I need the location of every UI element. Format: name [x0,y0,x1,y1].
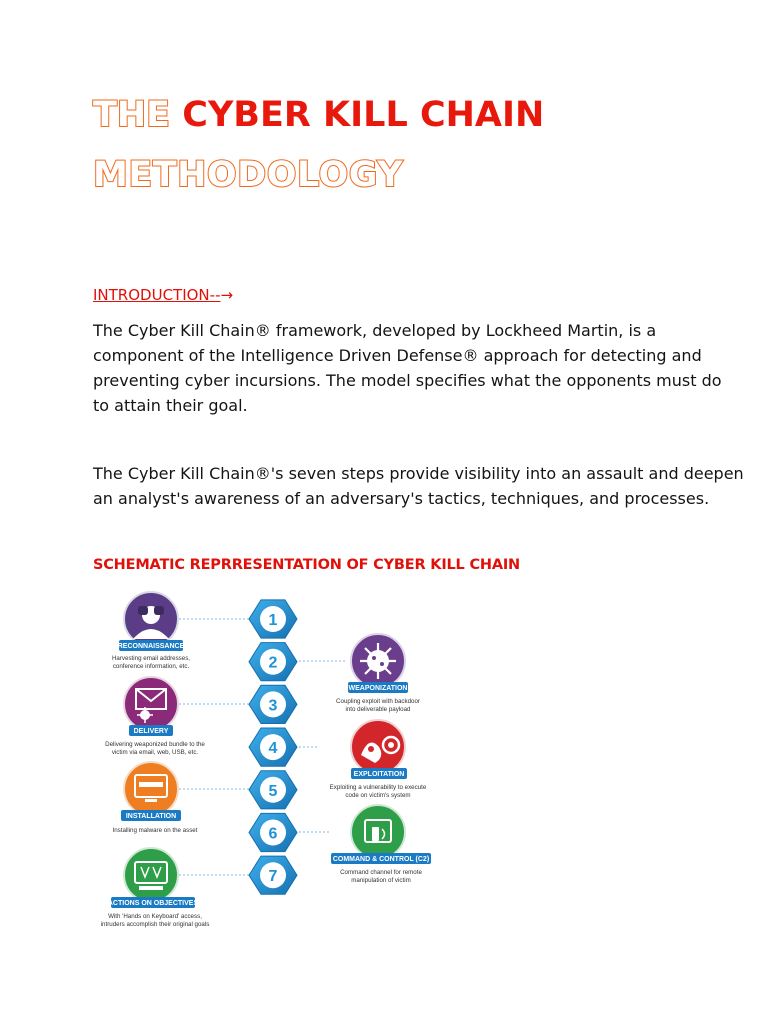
stage-label-delivery: DELIVERY [133,728,169,735]
title-methodology: METHODOLOGY [93,155,404,195]
schematic-heading: SCHEMATIC REPRRESENTATION OF CYBER KILL CHAIN [93,557,520,573]
stage-desc-line: manipulation of victim [351,877,411,884]
stage-desc-line: Delivering weaponized bundle to the [105,741,205,748]
step-number-1: 1 [268,612,278,629]
envelope-virus-icon [124,677,178,731]
introduction-paragraph-1 [93,318,722,418]
title-line-1 [93,95,544,135]
virus-icon [351,634,405,688]
binoculars-person-icon [124,592,178,646]
stage-label-exploitation: EXPLOITATION [353,771,405,778]
stage-label-weaponization: WEAPONIZATION [348,685,408,692]
stage-desc-line: Installing malware on the asset [112,827,198,834]
stage-label-installation: INSTALLATION [125,813,177,820]
paragraph-line: component of the Intelligence Driven Defense® approach for detecting and [93,346,702,365]
step-number-7: 7 [268,868,278,886]
install-screen-icon [124,762,178,816]
arrow-right-icon: → [220,286,234,304]
stage-desc-line: With 'Hands on Keyboard' access, [108,913,202,920]
stage-label-command-control: COMMAND & CONTROL (C2) [332,856,430,863]
paragraph-line: The Cyber Kill Chain® framework, developed by Lockheed Martin, is a [93,321,657,340]
step-number-5: 5 [268,782,278,800]
step-number-6: 6 [268,825,278,843]
title-cyber-kill-chain: CYBER KILL CHAIN [182,95,545,135]
stage-desc-line: code on victim's system [345,792,411,799]
target-bug-icon [351,720,405,774]
stage-label-reconnaissance: RECONNAISSANCE [117,643,185,650]
title-the: THE [93,95,171,135]
stage-desc-line: Command channel for remote [340,869,422,876]
step-number-4: 4 [268,740,278,758]
step-number-3: 3 [268,697,278,715]
kill-chain-svg [95,585,455,935]
stage-desc-line: Coupling exploit with backdoor [336,698,420,705]
stage-label-actions-on-objectives: ACTIONS ON OBJECTIVES [107,900,199,907]
stage-desc-line: Exploiting a vulnerability to execute [329,784,427,791]
remote-control-icon [351,805,405,859]
paragraph-line: preventing cyber incursions. The model specifies what the opponents must do [93,371,722,390]
introduction-heading-text: INTRODUCTION-- [93,286,221,304]
stage-desc-line: Harvesting email addresses, [111,655,191,662]
stage-desc-line: conference information, etc. [112,663,190,670]
stage-desc-line: intruders accomplish their original goals [100,921,210,928]
paragraph-line: to attain their goal. [93,396,248,415]
stage-desc-line: victim via email, web, USB, etc. [111,749,199,756]
step-number-2: 2 [268,654,278,672]
stage-desc-line: into deliverable payload [345,706,411,713]
keyboard-monitor-icon [124,848,178,902]
paragraph-line: an analyst's awareness of an adversary's tactics, techniques, and processes. [93,489,710,508]
introduction-paragraph-2 [93,461,744,511]
introduction-heading [93,286,233,304]
step-hexagons [249,600,297,894]
kill-chain-diagram [95,585,455,935]
paragraph-line: The Cyber Kill Chain®'s seven steps provide visibility into an assault and deepen [93,464,744,483]
